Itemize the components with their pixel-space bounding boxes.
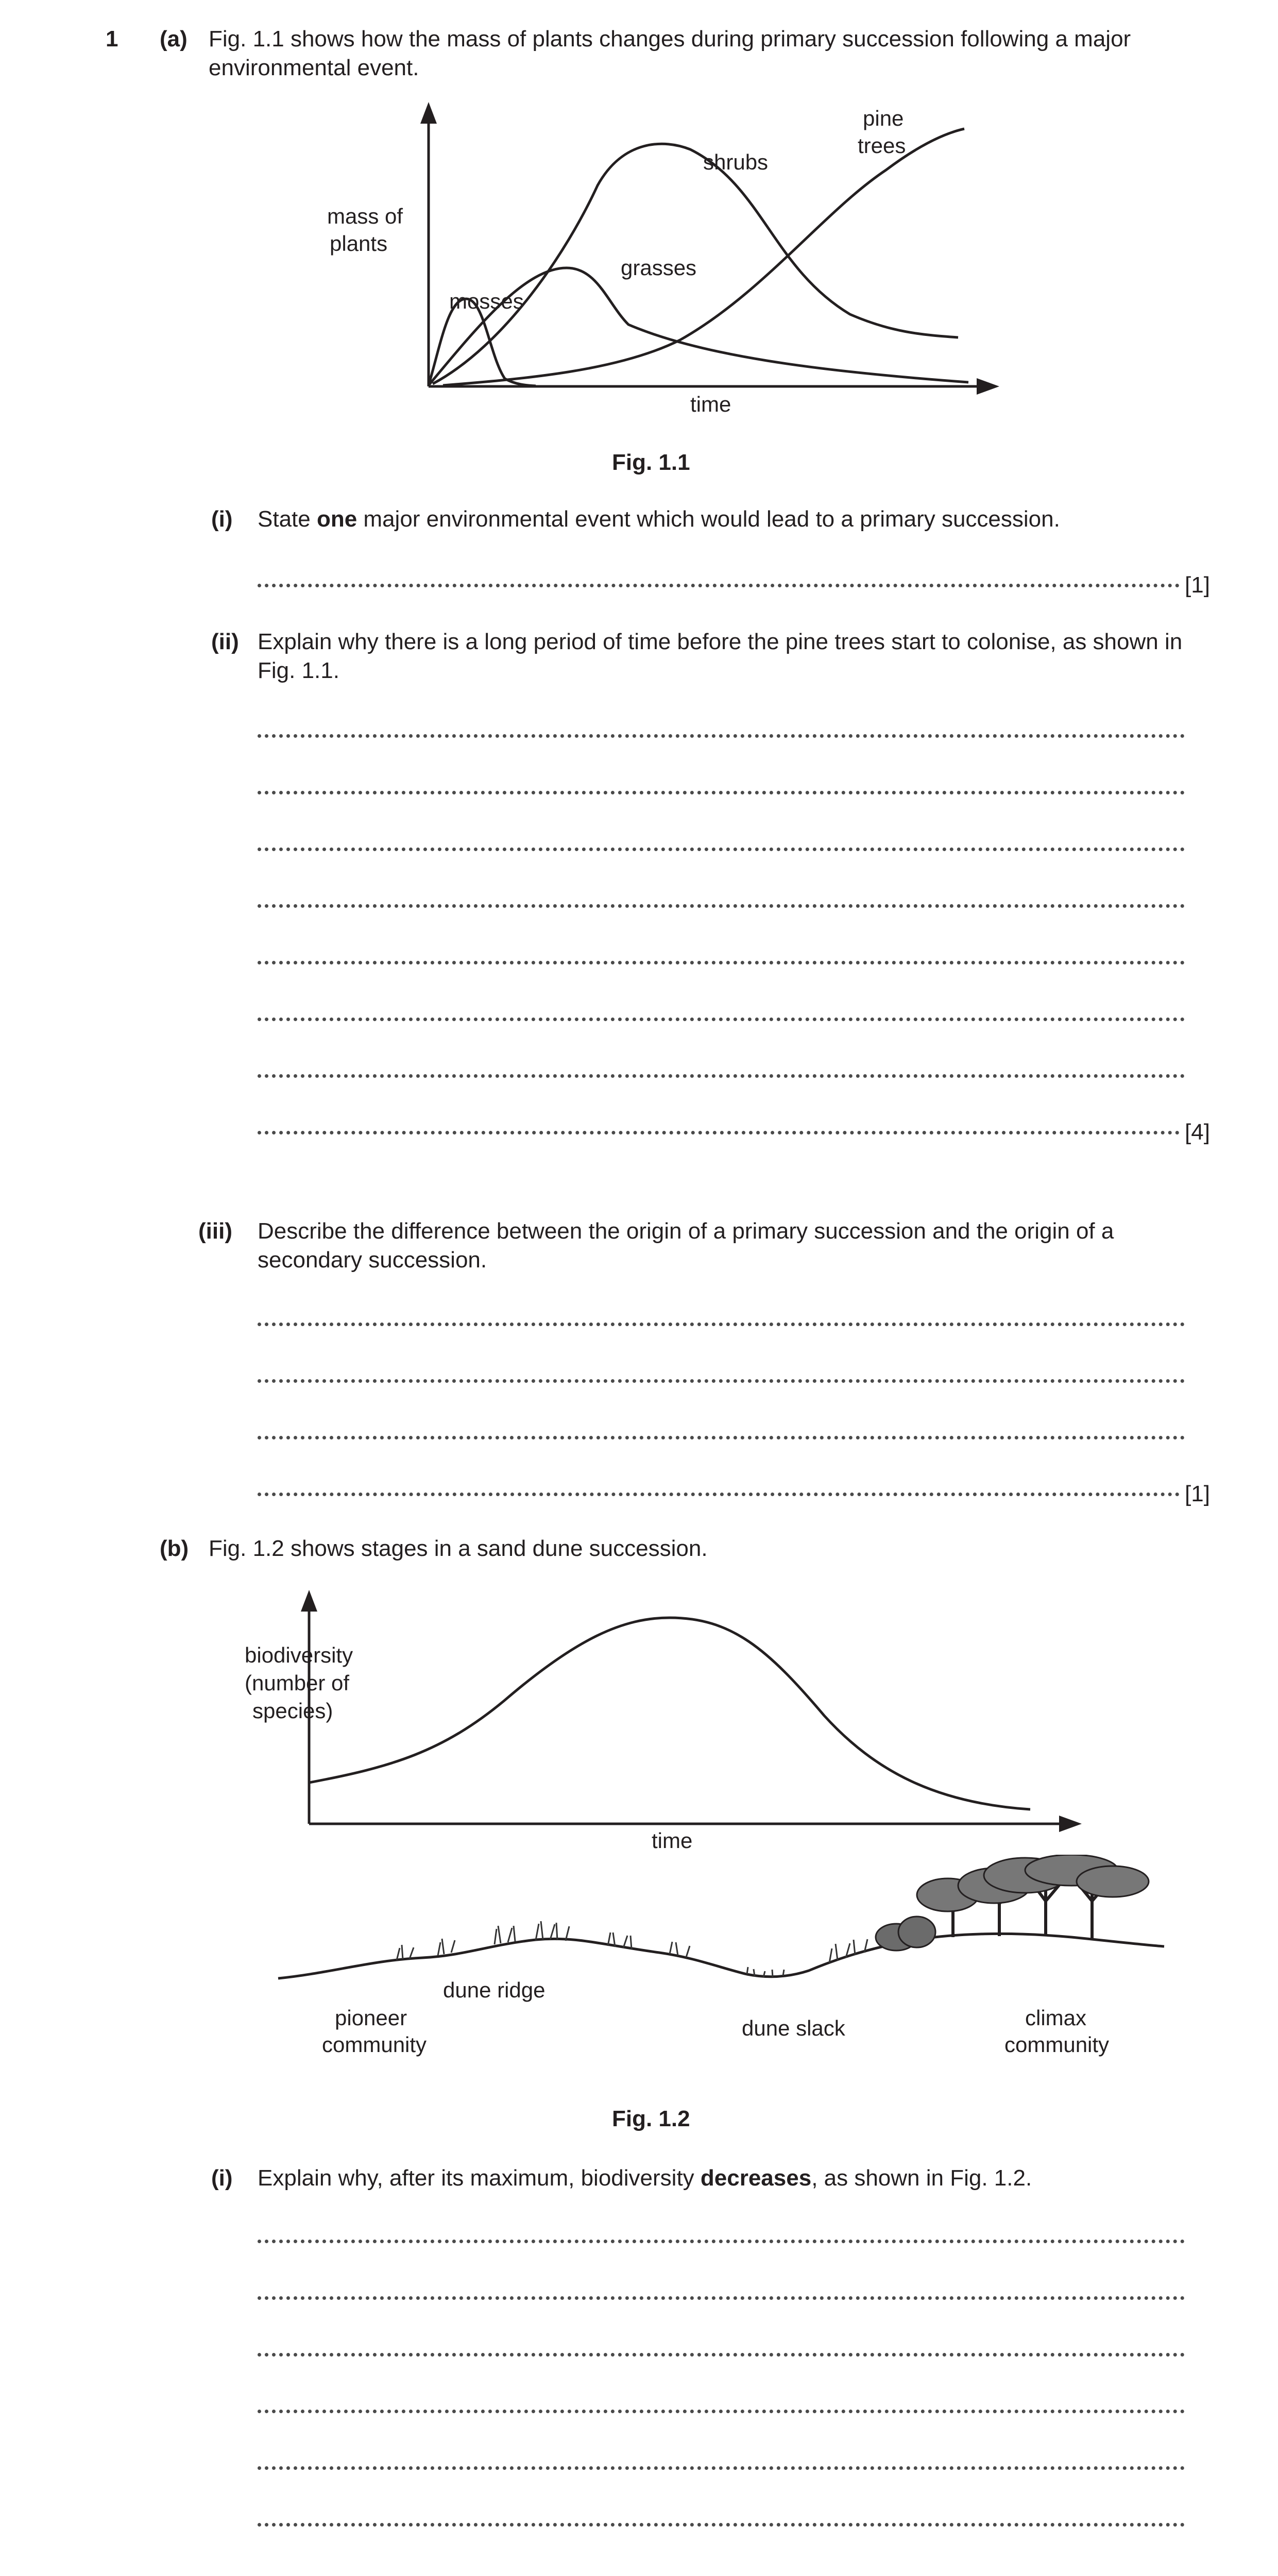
label-climax-2: community (1004, 2032, 1110, 2057)
answer-line[interactable] (258, 2519, 1185, 2527)
answer-line[interactable] (258, 2463, 1185, 2470)
fig-1-2-graph (288, 1587, 1113, 1875)
label-dune-slack: dune slack (742, 2016, 845, 2040)
label-pine-trees-1: pine (863, 106, 904, 130)
label-pioneer-1: pioneer (335, 2006, 407, 2030)
answer-line[interactable] (258, 1127, 1180, 1134)
climax-trees (917, 1855, 1149, 1940)
answer-line[interactable] (258, 1319, 1185, 1326)
part-b-i-question: Explain why, after its maximum, biodiversity decreases, as shown in Fig. 1.2. (258, 2165, 1032, 2191)
part-a-i-question: State one major environmental event which would lead to a primary succession. (258, 506, 1060, 532)
marks-a-iii: [1] (1185, 1481, 1210, 1506)
part-a-iii-question: Describe the difference between the origin of a primary succession and the origin of a secondary succession. (258, 1218, 1114, 1273)
answer-line[interactable] (258, 844, 1185, 851)
part-a-ii-question: Explain why there is a long period of time before the pine trees start to colonise, as shown in Fig. 1.1. (258, 629, 1183, 683)
label-grasses: grasses (621, 256, 697, 280)
shrub-cluster (876, 1917, 935, 1951)
fig-1-2-ylabel-2: (number of (245, 1671, 350, 1695)
y-axis-arrow (420, 102, 437, 124)
label-pine-trees-2: trees (858, 133, 906, 158)
answer-line[interactable] (258, 957, 1185, 964)
fig-1-1-caption: Fig. 1.1 (612, 450, 690, 475)
answer-line[interactable] (258, 2236, 1185, 2243)
answer-line[interactable] (258, 580, 1180, 587)
answer-line[interactable] (258, 787, 1185, 794)
marks-a-ii: [4] (1185, 1120, 1210, 1145)
x-axis-arrow (1059, 1816, 1082, 1832)
label-dune-ridge: dune ridge (443, 1978, 546, 2002)
y-axis-arrow (301, 1590, 317, 1612)
answer-line[interactable] (258, 2293, 1185, 2300)
x-axis-arrow (977, 378, 999, 395)
answer-line[interactable] (258, 731, 1185, 738)
fig-1-2-caption: Fig. 1.2 (612, 2106, 690, 2131)
dune-grass (397, 1921, 867, 1963)
label-mosses: mosses (449, 289, 524, 313)
answer-line[interactable] (258, 1489, 1180, 1496)
fig-1-2-ylabel-1: biodiversity (245, 1643, 353, 1667)
answer-line[interactable] (258, 1432, 1185, 1439)
question-number: 1 (106, 26, 118, 52)
fig-1-1-ylabel-2: plants (330, 231, 388, 256)
fig-1-1-ylabel-1: mass of (327, 204, 403, 228)
answer-line[interactable] (258, 1071, 1185, 1078)
label-pioneer-2: community (322, 2032, 427, 2057)
series-biodiversity (309, 1618, 1030, 1809)
part-a-i-label: (i) (211, 506, 233, 532)
label-climax-1: climax (1025, 2006, 1087, 2030)
part-b-i-label: (i) (211, 2165, 233, 2191)
answer-line[interactable] (258, 901, 1185, 908)
part-a-ii-label: (ii) (211, 629, 239, 654)
part-a-label: (a) (160, 26, 188, 52)
part-b-intro: Fig. 1.2 shows stages in a sand dune succession. (209, 1536, 708, 1561)
answer-line[interactable] (258, 1014, 1185, 1021)
part-b-label: (b) (160, 1536, 189, 1561)
label-shrubs: shrubs (703, 150, 769, 174)
part-a-intro: Fig. 1.1 shows how the mass of plants changes during primary succession following a major environmental event. (209, 26, 1131, 80)
fig-1-2-ylabel-3: species) (252, 1699, 333, 1723)
part-a-iii-label: (iii) (198, 1218, 232, 1244)
fig-1-2-xlabel: time (652, 1828, 693, 1853)
marks-a-i: [1] (1185, 572, 1210, 598)
answer-line[interactable] (258, 1376, 1185, 1383)
fig-1-1-xlabel: time (690, 392, 731, 416)
answer-line[interactable] (258, 2406, 1185, 2413)
answer-line[interactable] (258, 2349, 1185, 2357)
sand-dune-profile (268, 1855, 1174, 2030)
